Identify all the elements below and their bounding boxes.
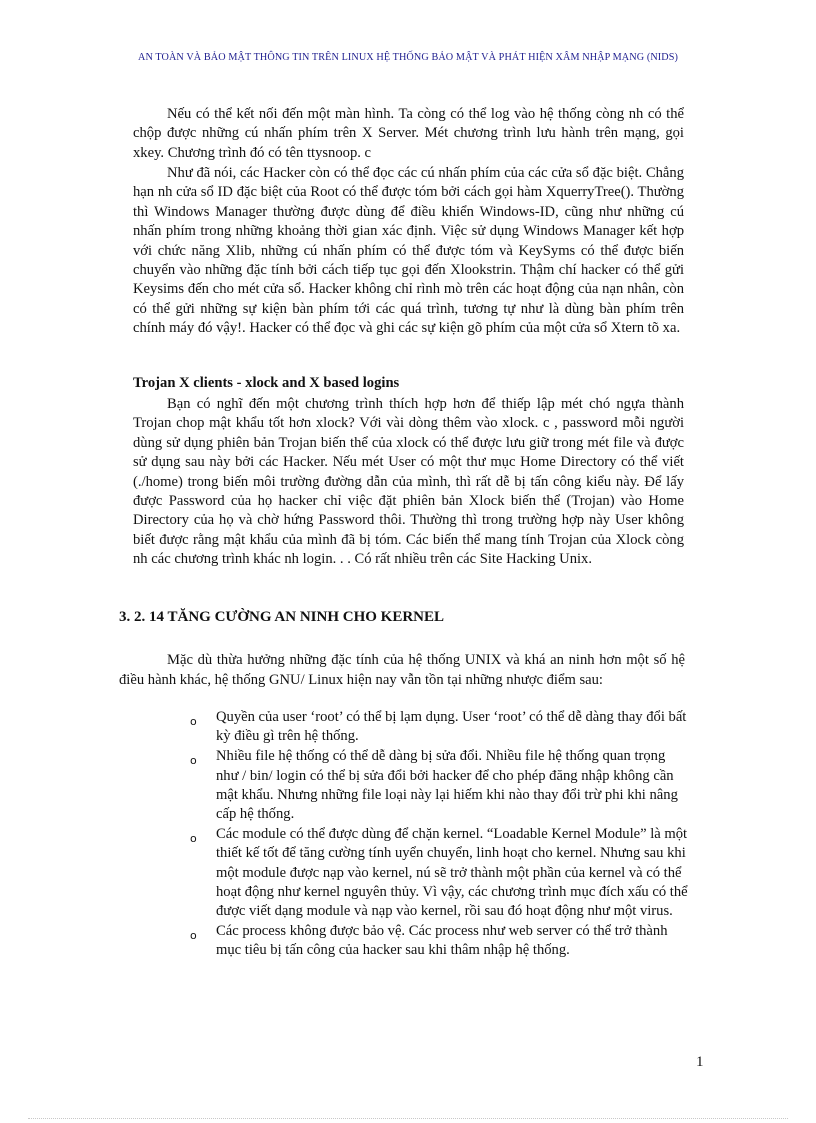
paragraph-kernel-intro: Mặc dù thừa hưởng những đặc tính của hệ thống UNIX và khá an ninh hơn một số hệ điều hành khác, hệ thống GNU/ Linux hiện nay vẫn tồn tại những nhược điểm sau: — [119, 652, 685, 688]
paragraph-trojan-xlock: Bạn có nghĩ đến một chương trình thích hợp hơn để thiếp lập mét chó ngựa thành Trojan chop mật khẩu tốt hơn xlock? Với vài dòng thêm vào xlock. c , password mỗi người dùng sử dụng phiên bản Trojan biến thể của xlock có thể được lưu giữ trong mét file và được sử dụng sau này bởi các Hacker. Nếu mét User có một thư mục Home Directory có thể viết (./home) trong biến môi trường đường dẫn của mình, thì rất dễ bị tấn công kiểu này. Để lấy được Password của họ hacker chỉ việc đặt phiên bản Xlock biến thể (Trojan) vào Home Directory của họ và chờ hứng Password thôi. Thường thì trong trường hợp này User không biết được rằng mật khẩu của mình đã bị tóm. Các biến thể mang tính Trojan của Xlock còng nh các chương trình khác nh login. . . Có rất nhiều trên các Site Hacking Unix. — [133, 396, 684, 568]
bullet-marker: o — [190, 715, 197, 728]
bullet-marker: o — [190, 754, 197, 768]
list-item — [188, 922, 688, 960]
paragraph-keyboard-capture: Nếu có thể kết nối đến một màn hình. Ta còng có thể log vào hệ thống còng nh có thể chộp được những cú nhấn phím trên X Server. Mét chương trình lưu hành trên mạng, gọi xkey. Chương trình đó có tên ttysnoop. c — [133, 106, 684, 161]
list-item-text: Quyền của user ‘root’ có thể bị lạm dụng. User ‘root’ có thể dễ dàng thay đổi bất kỳ điều gì trên hệ thống. — [216, 709, 687, 745]
bullet-marker: o — [190, 832, 197, 846]
list-item — [188, 825, 688, 921]
bullet-marker: o — [190, 929, 197, 943]
section-heading-kernel: 3. 2. 14 TĂNG CƯỜNG AN NINH CHO KERNEL — [119, 609, 445, 625]
list-item-text: Các module có thể được dùng để chặn kernel. “Loadable Kernel Module” là một thiết kế tốt để tăng cường tính uyển chuyển, linh hoạt cho kernel. Nhưng sau khi một module được nạp vào kernel, nú sẽ trở thành một phần của kernel và có thể hoạt động như kernel nguyên thủy. Vì vậy, các chương trình mục đích xấu có thể được viết dạng module và nạp vào kernel, rồi sau đó hoạt động như một virus. — [216, 826, 688, 920]
weakness-list — [188, 708, 688, 962]
paragraph-hacker-windows: Như đã nói, các Hacker còn có thể đọc các cú nhấn phím của các cửa sổ đặc biệt. Chẳng hạn nh cửa sổ ID đặc biệt của Root có thể được tóm bởi cách gọi hàm XquerryTree(). Thường thì Windows Manager thường được dùng để điều khiển Windows-ID, cũng như những cú nhấn phím trong những khoảng thời gian xác định. Việc sử dụng Windows Manager kết hợp với chức năng Xlib, những cú nhấn phím có thể được tóm và KeySyms có thể được biến chuyển vào những đặc tính bởi cách tiếp tục gọi đến Xlookstrin. Thậm chí hacker có thể gửi Keysims đến cho mét cửa sổ. Hacker không chỉ rình mò trên các hoạt động của nạn nhân, còn có thể gửi những sự kiện bàn phím tới các quá trình, tương tự như là dùng bàn phím trên chính máy đó vậy!. Hacker có thể đọc và ghi các sự kiện gõ phím của một cửa sổ Xtern tõ xa. — [133, 165, 684, 337]
running-header: AN TOÀN VÀ BẢO MẬT THÔNG TIN TRÊN LINUX HỆ THỐNG BẢO MẬT VÀ PHÁT HIỆN XÂM NHẬP MẠNG (NIDS) — [138, 52, 678, 63]
footer-divider — [28, 1118, 788, 1119]
list-item — [188, 708, 688, 746]
list-item-text: Các process không được bảo vệ. Các process như web server có thể trở thành mục tiêu bị tấn công của hacker sau khi thâm nhập hệ thống. — [216, 923, 668, 959]
page-number: 1 — [696, 1054, 704, 1070]
subheading-trojan-x-clients: Trojan X clients - xlock and X based logins — [133, 375, 400, 391]
list-item — [188, 747, 688, 824]
list-item-text: Nhiều file hệ thống có thể dễ dàng bị sửa đổi. Nhiều file hệ thống quan trọng như / bin/ login có thể bị sửa đổi bởi hacker để cho phép đăng nhập không cần mật khẩu. Nhưng những file loại này lại hiếm khi nào thay đổi trừ phi khi nâng cấp hệ thống. — [216, 748, 678, 823]
